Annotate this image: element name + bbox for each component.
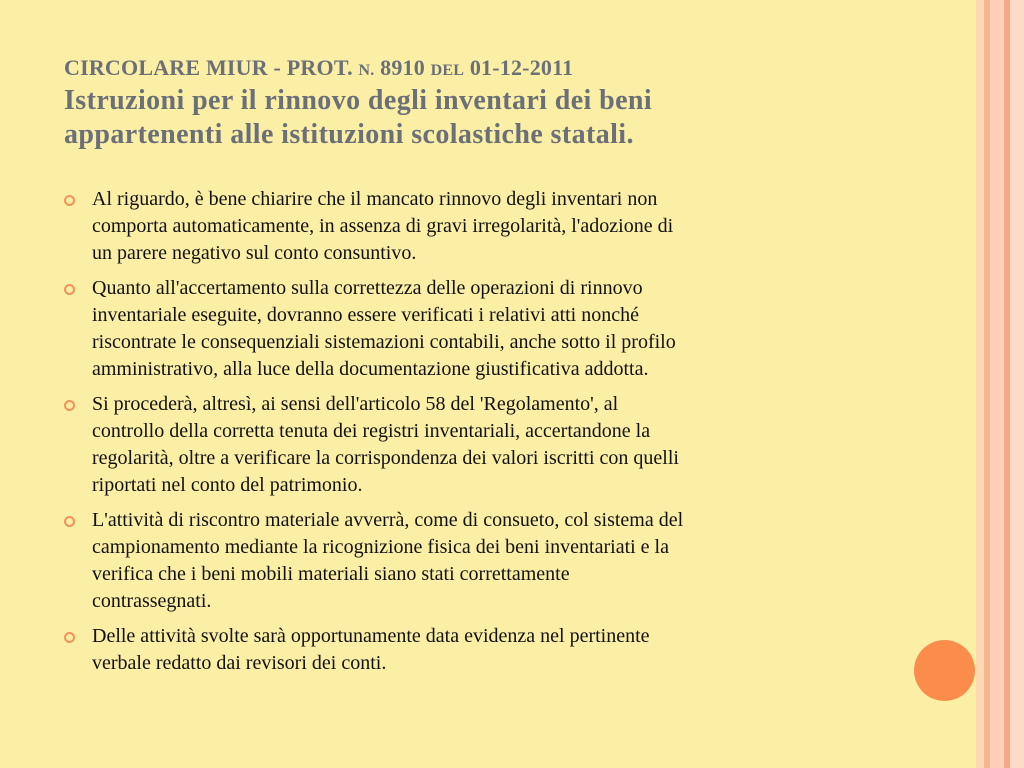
ring-bullet-icon [64, 284, 75, 295]
circolare-del: DEL [430, 62, 465, 79]
bullet-line: verbale redatto dai revisori dei conti. [92, 652, 387, 674]
decor-stripe [990, 0, 1004, 768]
bullet-item [64, 507, 894, 615]
bullet-line: riscontrate le consequenziali sistemazioni contabili, anche sotto il profilo [92, 331, 676, 353]
subtitle-line: appartenenti alle istituzioni scolastiche statali. [64, 119, 634, 150]
circolare-date: 01-12-2011 [464, 55, 574, 80]
subtitle [64, 84, 944, 152]
decor-circle [914, 640, 975, 701]
circolare-text: CIRCOLARE MIUR - PROT. [64, 55, 359, 80]
bullet-item [64, 391, 894, 499]
decor-stripe [1010, 0, 1024, 768]
bullet-line: riportati nel conto del patrimonio. [92, 474, 363, 496]
slide-title [64, 55, 944, 152]
circolare-reference [64, 55, 944, 84]
bullet-line: controllo della corretta tenuta dei registri inventariali, accertandone la [92, 420, 651, 442]
bullet-line: verifica che i beni mobili materiali siano stati correttamente [92, 563, 570, 585]
bullet-line: comporta automaticamente, in assenza di gravi irregolarità, l'adozione di [92, 215, 674, 237]
bullet-line: regolarità, oltre a verificare la corrispondenza dei valori iscritti con quelli [92, 447, 679, 469]
bullet-line: L'attività di riscontro materiale avverrà, come di consueto, col sistema del [92, 509, 684, 531]
bullet-item [64, 275, 894, 383]
bullet-item [64, 186, 894, 267]
ring-bullet-icon [64, 195, 75, 206]
bullet-line: Quanto all'accertamento sulla correttezza delle operazioni di rinnovo [92, 277, 643, 299]
bullet-item [64, 623, 894, 677]
bullet-list [64, 186, 894, 685]
ring-bullet-icon [64, 516, 75, 527]
bullet-line: contrassegnati. [92, 590, 212, 612]
decor-stripe [976, 0, 984, 768]
bullet-line: Al riguardo, è bene chiarire che il mancato rinnovo degli inventari non [92, 188, 658, 210]
circolare-n: N. [358, 62, 375, 79]
bullet-line: Si procederà, altresì, ai sensi dell'articolo 58 del 'Regolamento', al [92, 393, 619, 415]
subtitle-line: Istruzioni per il rinnovo degli inventari dei beni [64, 85, 653, 116]
bullet-line: amministrativo, alla luce della documentazione giustificativa addotta. [92, 358, 649, 380]
bullet-line: inventariale eseguite, dovranno essere verificati i relativi atti nonché [92, 304, 639, 326]
bullet-line: campionamento mediante la ricognizione fisica dei beni inventariati e la [92, 536, 669, 558]
ring-bullet-icon [64, 632, 75, 643]
circolare-number: 8910 [374, 55, 431, 80]
bullet-line: un parere negativo sul conto consuntivo. [92, 242, 417, 264]
ring-bullet-icon [64, 400, 75, 411]
bullet-line: Delle attività svolte sarà opportunamente data evidenza nel pertinente [92, 625, 650, 647]
